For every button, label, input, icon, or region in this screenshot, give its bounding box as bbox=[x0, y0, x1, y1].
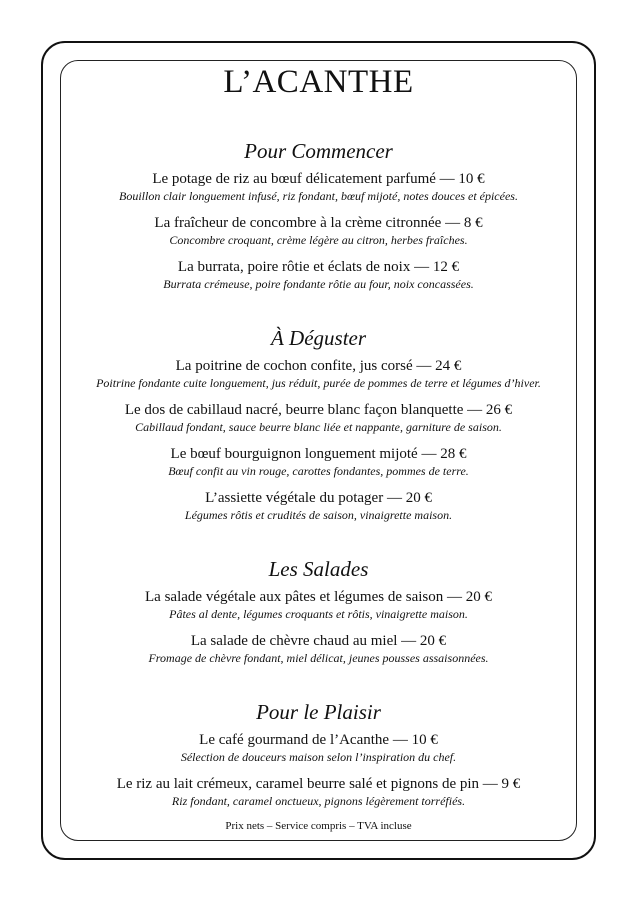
menu-section-a-deguster bbox=[62, 325, 575, 522]
menu-content bbox=[62, 60, 575, 808]
menu-item-description: Riz fondant, caramel onctueux, pignons légèrement torréfiés. bbox=[171, 794, 466, 808]
menu-item-title: La salade de chèvre chaud au miel — 20 € bbox=[190, 633, 447, 649]
menu-item-title: Le riz au lait crémeux, caramel beurre salé et pignons de pin — 9 € bbox=[116, 776, 521, 792]
menu-item-title: La salade végétale aux pâtes et légumes de saison — 20 € bbox=[145, 589, 492, 605]
menu-item-title: La poitrine de cochon confite, jus corsé — 24 € bbox=[175, 358, 462, 374]
menu-item-description: Bœuf confit au vin rouge, carottes fondantes, pommes de terre. bbox=[168, 464, 469, 478]
menu-item-description: Burrata crémeuse, poire fondante rôtie au four, noix concassées. bbox=[163, 277, 474, 291]
menu-item bbox=[62, 401, 575, 434]
menu-item-title: Le potage de riz au bœuf délicatement parfumé — 10 € bbox=[152, 171, 485, 187]
menu-item-description: Fromage de chèvre fondant, miel délicat, jeunes pousses assaisonnées. bbox=[148, 651, 489, 665]
menu-item-description: Sélection de douceurs maison selon l’inspiration du chef. bbox=[180, 750, 457, 764]
menu-item-description: Concombre croquant, crème légère au citron, herbes fraîches. bbox=[169, 233, 468, 247]
menu-item-description: Bouillon clair longuement infusé, riz fondant, bœuf mijoté, notes douces et épicées. bbox=[119, 189, 518, 203]
pricing-note: Prix nets – Service compris – TVA incluse bbox=[225, 820, 412, 832]
menu-section-pour-le-plaisir bbox=[62, 699, 575, 808]
menu-item bbox=[62, 357, 575, 390]
menu-item-description: Pâtes al dente, légumes croquants et rôtis, vinaigrette maison. bbox=[169, 607, 468, 621]
menu-item-description: Cabillaud fondant, sauce beurre blanc liée et nappante, garniture de saison. bbox=[135, 420, 502, 434]
menu-item bbox=[62, 632, 575, 665]
menu-item bbox=[62, 775, 575, 808]
menu-item-title: Le bœuf bourguignon longuement mijoté — 28 € bbox=[170, 446, 467, 462]
menu-item-title: Le café gourmand de l’Acanthe — 10 € bbox=[199, 732, 438, 748]
menu-section-pour-commencer bbox=[62, 138, 575, 291]
menu-section-les-salades bbox=[62, 556, 575, 665]
section-items bbox=[62, 731, 575, 808]
section-heading: À Déguster bbox=[270, 326, 367, 350]
section-items bbox=[62, 588, 575, 665]
section-heading: Pour Commencer bbox=[244, 139, 393, 163]
menu-item bbox=[62, 170, 575, 203]
menu-item-title: La fraîcheur de concombre à la crème citronnée — 8 € bbox=[154, 215, 483, 231]
menu-item-title: La burrata, poire rôtie et éclats de noix — 12 € bbox=[177, 259, 460, 275]
restaurant-title: L’ACANTHE bbox=[223, 64, 414, 100]
menu-item bbox=[62, 588, 575, 621]
section-items bbox=[62, 170, 575, 291]
menu-item bbox=[62, 258, 575, 291]
menu-item-description: Poitrine fondante cuite longuement, jus réduit, purée de pommes de terre et légumes d’hiver. bbox=[96, 376, 541, 390]
menu-item-description: Légumes rôtis et crudités de saison, vinaigrette maison. bbox=[184, 508, 453, 522]
section-heading: Les Salades bbox=[268, 557, 369, 581]
menu-item-title: L’assiette végétale du potager — 20 € bbox=[205, 490, 432, 506]
menu-item bbox=[62, 489, 575, 522]
menu-item bbox=[62, 731, 575, 764]
menu-item bbox=[62, 214, 575, 247]
menu-item bbox=[62, 445, 575, 478]
section-items bbox=[62, 357, 575, 522]
menu-item-title: Le dos de cabillaud nacré, beurre blanc façon blanquette — 26 € bbox=[124, 402, 513, 418]
section-heading: Pour le Plaisir bbox=[256, 700, 381, 724]
